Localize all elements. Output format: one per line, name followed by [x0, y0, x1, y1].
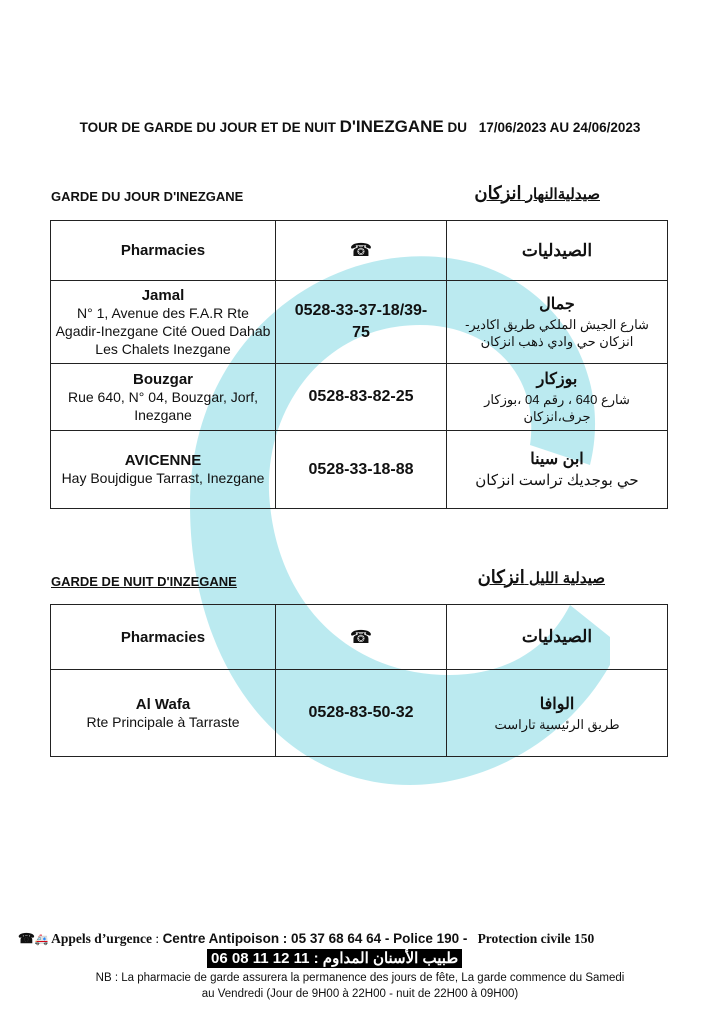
table-row — [51, 670, 668, 757]
pharmacy-cell-ar — [447, 431, 668, 509]
pharmacy-phone: 0528-33-18-88 — [308, 460, 414, 478]
pharmacy-name: AVICENNE — [124, 452, 202, 469]
ambulance-icon: 🚑 — [34, 934, 49, 946]
pharmacy-name-ar: الوافا — [539, 695, 575, 713]
table-header-row — [51, 605, 668, 670]
pharmacy-address: Rue 640, N° 04, Bouzgar, Jorf, Inezgane — [67, 388, 259, 423]
night-section-label: GARDE DE NUIT D'INZEGANE — [51, 574, 237, 589]
phone-cell — [276, 431, 447, 509]
nb-note — [0, 970, 720, 1002]
pharmacy-name-ar: ابن سينا — [530, 450, 584, 468]
pharmacy-address: Rte Principale à Tarraste — [86, 713, 240, 730]
dentist-on-duty-banner: طبيب الأسنان المداوم : 11 12 11 08 06 — [207, 949, 462, 968]
day-label-ar-city: انزكان — [474, 183, 522, 203]
title-dates: 17/06/2023 AU 24/06/2023 — [478, 120, 641, 135]
pharmacy-cell-ar — [447, 281, 668, 364]
pharmacy-address-ar: حي بوجديك تراست انزكان — [475, 471, 639, 489]
table-row — [51, 364, 668, 431]
pharmacy-phone: 0528-83-82-25 — [308, 388, 414, 405]
nb-line-1: NB : La pharmacie de garde assurera la permanence des jours de fête, La garde commence du Samedi — [95, 972, 625, 984]
pharmacy-name-ar: جمال — [539, 296, 575, 313]
pharmacy-name: Bouzgar — [133, 370, 193, 388]
night-pharmacy-table — [50, 604, 668, 757]
title-du: DU — [443, 120, 471, 135]
pharmacy-cell-ar — [447, 670, 668, 757]
pharmacy-cell — [51, 364, 276, 431]
table-row — [51, 431, 668, 509]
pharmacy-name-ar: بوزكار — [536, 371, 578, 388]
header-pharmacies-ar — [447, 221, 668, 281]
table-header-row — [51, 221, 668, 281]
emergency-calls-line — [18, 931, 594, 947]
pharmacy-address: N° 1, Avenue des F.A.R Rte Agadir-Inezgane Cité Oued Dahab Les Chalets Inezgane — [55, 304, 271, 357]
day-label-ar-text: صيدليةالنهار — [521, 186, 600, 203]
header-pharmacies-text: Pharmacies — [120, 242, 206, 259]
telephone-icon: ☎ — [349, 240, 373, 260]
pharmacy-name: Jamal — [141, 286, 185, 304]
pharmacy-address-ar: شارع 640 ، رقم 04 ،بوزكار جرف،انزكان — [484, 392, 630, 424]
header-pharmacies-ar — [447, 605, 668, 670]
pharmacy-phone: 0528-83-50-32 — [308, 704, 414, 721]
pharmacy-phone: 0528-33-37-18/39-75 — [294, 302, 428, 341]
antipoison-police-text: Centre Antipoison : 05 37 68 64 64 - Police 190 - — [162, 931, 468, 946]
pharmacy-address-ar: شارع الجيش الملكي طريق اكادير- انزكان حي وادي ذهب انزكان — [465, 317, 649, 349]
day-section-label: GARDE DU JOUR D'INEZGANE — [51, 189, 244, 204]
pharmacy-name: Al Wafa — [135, 695, 191, 713]
header-phone — [276, 605, 447, 670]
telephone-icon: ☎ — [349, 626, 373, 647]
phone-cell — [276, 281, 447, 364]
header-pharmacies-text: Pharmacies — [120, 628, 206, 646]
night-label-ar-text: صيدلية الليل — [524, 570, 605, 587]
pharmacy-address: Hay Boujdigue Tarrast, Inezgane — [61, 470, 265, 486]
pharmacy-cell — [51, 281, 276, 364]
phone-cell — [276, 364, 447, 431]
header-phone — [276, 221, 447, 281]
pharmacy-cell — [51, 431, 276, 509]
header-pharmacies-ar-text: الصيدليات — [521, 240, 593, 260]
nb-line-2: au Vendredi (Jour de 9H00 à 22H00 - nuit de 22H00 à 09H00) — [201, 988, 519, 1000]
day-pharmacy-table — [50, 220, 668, 509]
pharmacy-cell-ar — [447, 364, 668, 431]
night-label-ar-city: انزكان — [477, 567, 525, 587]
night-section-label-ar — [478, 567, 605, 588]
header-pharmacies — [51, 221, 276, 281]
phone-cell — [276, 670, 447, 757]
emergency-label: Appels d’urgence — [51, 931, 153, 946]
day-section-label-ar — [474, 183, 600, 204]
protection-civile-text: Protection civile 150 — [477, 931, 595, 946]
pharmacy-address-ar: طريق الرئيسية تاراست — [494, 716, 620, 732]
title-text: TOUR DE GARDE DU JOUR ET DE NUIT — [79, 120, 340, 135]
telephone-icon: ☎ — [18, 931, 35, 946]
title-city: D'INEZGANE — [339, 117, 444, 136]
emergency-colon: : — [152, 931, 163, 946]
page-title — [0, 117, 720, 137]
header-pharmacies — [51, 605, 276, 670]
table-row — [51, 281, 668, 364]
header-pharmacies-ar-text: الصيدليات — [521, 627, 593, 646]
pharmacy-cell — [51, 670, 276, 757]
